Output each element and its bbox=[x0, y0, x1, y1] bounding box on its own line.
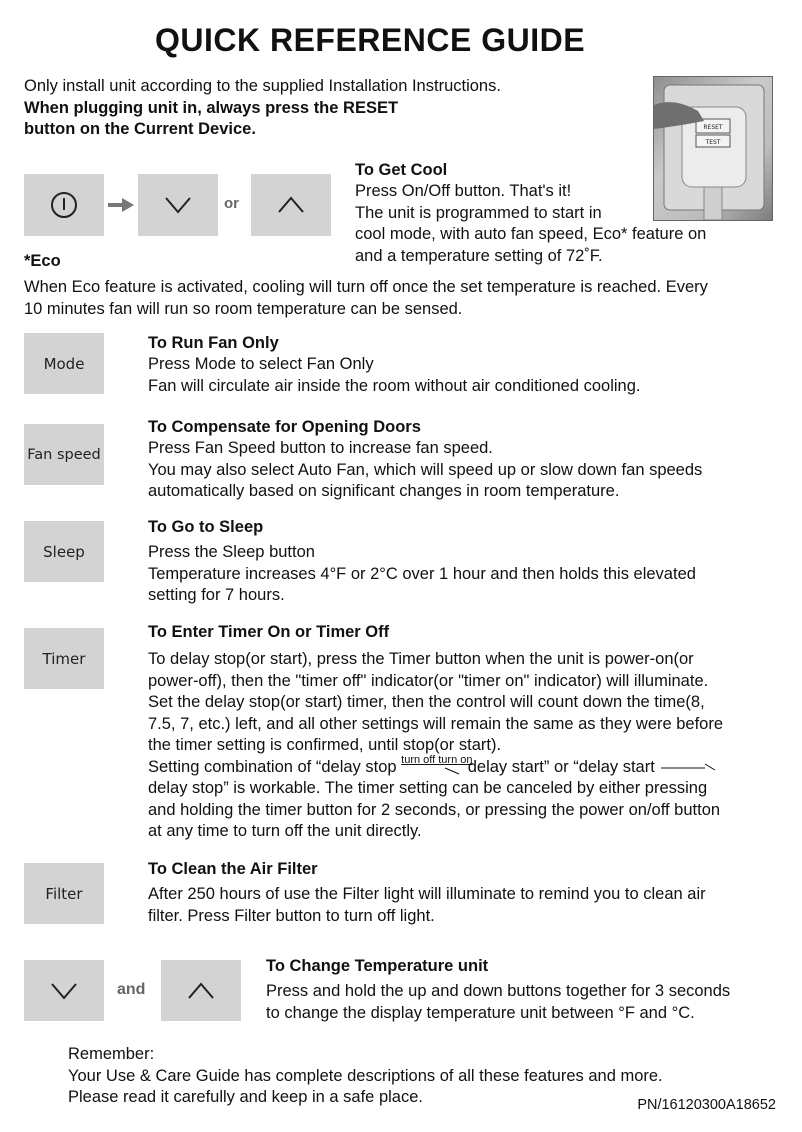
section-heading: To Enter Timer On or Timer Off bbox=[148, 623, 390, 641]
section-line: After 250 hours of use the Filter light will illuminate to remind you to clean air bbox=[148, 885, 706, 903]
cool-line: cool mode, with auto fan speed, Eco* feature on bbox=[355, 225, 707, 243]
cool-line: The unit is programmed to start in bbox=[355, 203, 602, 222]
eco-line: 10 minutes fan will run so room temperature can be sensed. bbox=[24, 299, 463, 318]
mode-button[interactable]: Mode bbox=[24, 333, 104, 394]
eco-description bbox=[24, 277, 794, 320]
or-label: or bbox=[224, 195, 239, 212]
section-heading: To Change Temperature unit bbox=[266, 957, 489, 975]
fan-speed-section bbox=[148, 417, 788, 503]
arrow-icon bbox=[659, 760, 717, 772]
test-label: TEST bbox=[705, 139, 721, 146]
fan-speed-button[interactable]: Fan speed bbox=[24, 424, 104, 485]
combo-text: Setting combination of “delay stop bbox=[148, 757, 402, 776]
timer-button[interactable]: Timer bbox=[24, 628, 104, 689]
eco-line: When Eco feature is activated, cooling will turn off once the set temperature is reached. Every bbox=[24, 278, 708, 296]
cool-line: Press On/Off button. That's it! bbox=[355, 182, 572, 200]
remember-line: Please read it carefully and keep in a safe place. bbox=[68, 1088, 423, 1106]
power-icon bbox=[49, 190, 79, 220]
section-line: and holding the timer button for 2 seconds, or pressing the power on/off button bbox=[148, 800, 721, 819]
section-line: 7.5, 7, etc.) left, and all other settings will remain the same as they were before bbox=[148, 714, 724, 733]
down-button[interactable] bbox=[24, 960, 104, 1021]
remember-heading: Remember: bbox=[68, 1045, 155, 1063]
filter-section bbox=[148, 859, 788, 927]
chevron-down-icon bbox=[163, 195, 193, 215]
page-title: QUICK REFERENCE GUIDE bbox=[154, 22, 586, 58]
right-arrow-icon bbox=[108, 196, 134, 214]
section-line: at any time to turn off the unit directly. bbox=[148, 822, 422, 840]
power-button[interactable] bbox=[24, 174, 104, 236]
section-line: delay stop” is workable. The timer setting can be canceled by either pressing bbox=[148, 779, 708, 797]
section-line: Press and hold the up and down buttons together for 3 seconds bbox=[266, 982, 731, 1000]
section-line: automatically based on significant changes in room temperature. bbox=[148, 482, 620, 500]
section-line: You may also select Auto Fan, which will speed up or slow down fan speeds bbox=[148, 460, 703, 479]
section-line: Press the Sleep button bbox=[148, 543, 315, 561]
chevron-down-icon bbox=[49, 981, 79, 1001]
remember-line: Your Use & Care Guide has complete descriptions of all these features and more. bbox=[68, 1066, 663, 1085]
cool-heading: To Get Cool bbox=[355, 161, 448, 179]
mode-section bbox=[148, 333, 788, 397]
section-line: Fan will circulate air inside the room without air conditioned cooling. bbox=[148, 376, 641, 395]
intro-bold-line: button on the Current Device. bbox=[24, 120, 256, 138]
arrow-icon bbox=[401, 766, 463, 776]
chevron-up-icon bbox=[276, 195, 306, 215]
cool-section bbox=[355, 160, 795, 267]
section-heading: To Go to Sleep bbox=[148, 518, 264, 536]
section-heading: To Clean the Air Filter bbox=[148, 860, 318, 878]
section-line: Set the delay stop(or start) timer, then the control will count down the time(8, bbox=[148, 693, 705, 711]
section-line: Press Mode to select Fan Only bbox=[148, 355, 374, 373]
section-line: Press Fan Speed button to increase fan speed. bbox=[148, 439, 493, 457]
section-line: to change the display temperature unit between °F and °C. bbox=[266, 1003, 695, 1022]
intro bbox=[24, 76, 644, 141]
sleep-section bbox=[148, 517, 788, 607]
up-button[interactable] bbox=[251, 174, 331, 236]
intro-line: Only install unit according to the supplied Installation Instructions. bbox=[24, 77, 501, 95]
sleep-button[interactable]: Sleep bbox=[24, 521, 104, 582]
turn-off-on-label: turn off turn on bbox=[401, 754, 473, 766]
section-line: Temperature increases 4°F or 2°C over 1 hour and then holds this elevated bbox=[148, 564, 696, 583]
and-label: and bbox=[117, 981, 146, 998]
section-line: filter. Press Filter button to turn off light. bbox=[148, 906, 435, 925]
turn-off-on-arrow bbox=[401, 754, 473, 778]
timer-section bbox=[148, 622, 793, 843]
section-line: the timer setting is confirmed, until stop(or start). bbox=[148, 736, 502, 754]
part-number: PN/16120300A18652 bbox=[637, 1097, 776, 1113]
section-line: To delay stop(or start), press the Timer button when the unit is power-on(or bbox=[148, 650, 694, 668]
down-button[interactable] bbox=[138, 174, 218, 236]
combo-text: delay start” or “delay start bbox=[463, 757, 660, 776]
eco-label: *Eco bbox=[24, 252, 61, 270]
intro-bold-line: When plugging unit in, always press the RESET bbox=[24, 98, 399, 117]
temp-unit-section bbox=[266, 956, 796, 1024]
section-heading: To Run Fan Only bbox=[148, 334, 279, 352]
cool-line: and a temperature setting of 72˚F. bbox=[355, 246, 603, 265]
section-line: setting for 7 hours. bbox=[148, 586, 285, 604]
timer-combo-line bbox=[148, 754, 793, 779]
section-line: power-off), then the "timer off" indicator(or "timer on" indicator) will illuminate. bbox=[148, 671, 709, 690]
section-heading: To Compensate for Opening Doors bbox=[148, 418, 421, 436]
chevron-up-icon bbox=[186, 981, 216, 1001]
reset-label: RESET bbox=[703, 124, 723, 131]
filter-button[interactable]: Filter bbox=[24, 863, 104, 924]
up-button[interactable] bbox=[161, 960, 241, 1021]
